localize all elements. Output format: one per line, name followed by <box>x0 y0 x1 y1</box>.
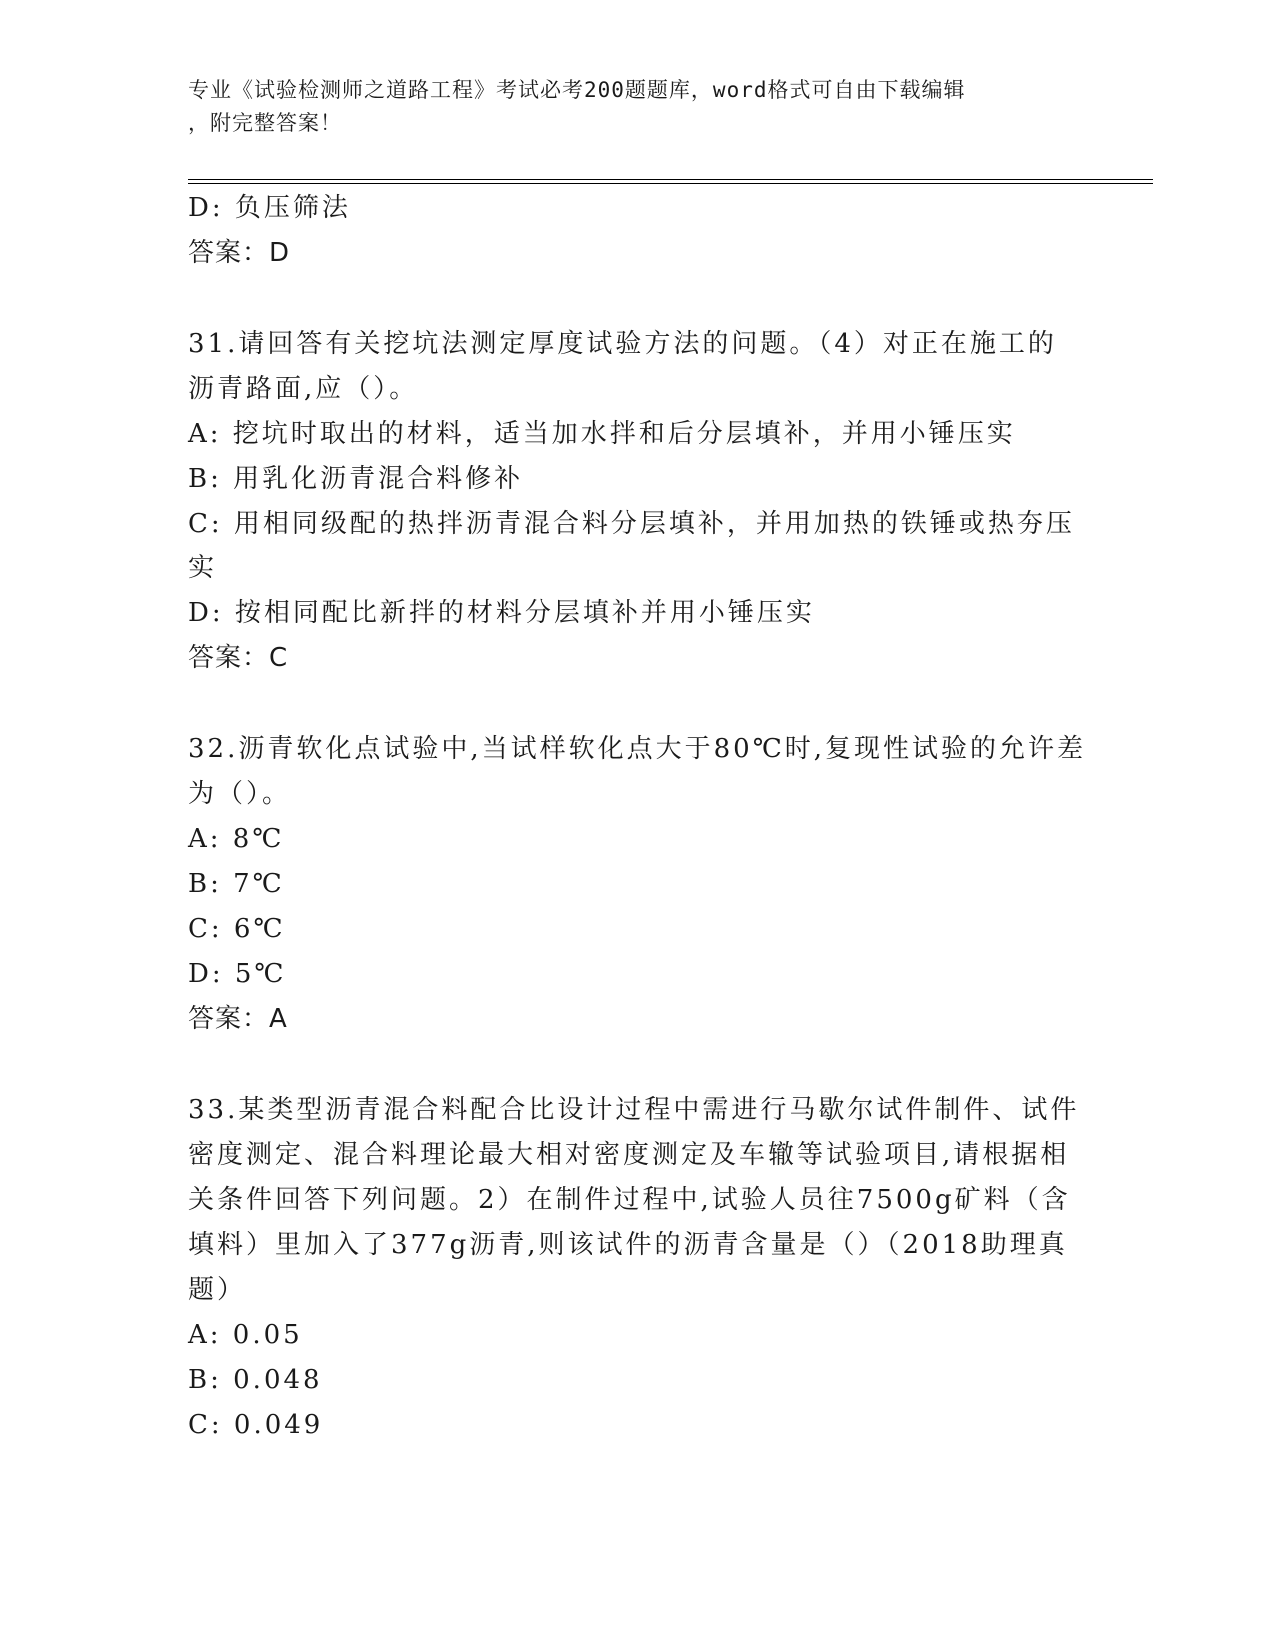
q33-stem-line4: 填料）里加入了377g沥青,则该试件的沥青含量是（）（2018助理真 <box>188 1230 1068 1260</box>
q32-option-d: D: 5℃ <box>188 959 287 989</box>
prev-answer: 答案：D <box>188 238 291 268</box>
prev-option-d: D: 负压筛法 <box>188 193 351 223</box>
q33-stem-line5: 题） <box>188 1275 247 1305</box>
q33-option-a: A: 0.05 <box>188 1320 303 1350</box>
q31-option-c-line2: 实 <box>188 553 218 583</box>
header-title-line1: 专业《试验检测师之道路工程》考试必考200题题库，word格式可自由下载编辑 <box>188 78 966 102</box>
q31-option-c-line1: C: 用相同级配的热拌沥青混合料分层填补，并用加热的铁锤或热夯压 <box>188 509 1075 539</box>
q31-option-b: B: 用乳化沥青混合料修补 <box>188 464 524 494</box>
header-divider-bottom <box>188 183 1153 184</box>
q33-stem-line1: 33.某类型沥青混合料配合比设计过程中需进行马歇尔试件制件、试件 <box>188 1095 1080 1125</box>
document-header <box>188 74 1068 140</box>
q32-stem-line2: 为（）。 <box>188 779 292 809</box>
header-divider-top <box>188 179 1153 180</box>
header-title-line2: ，附完整答案！ <box>188 111 342 135</box>
q33-stem-line2: 密度测定、混合料理论最大相对密度测定及车辙等试验项目,请根据相 <box>188 1140 1070 1170</box>
q31-option-a: A: 挖坑时取出的材料，适当加水拌和后分层填补，并用小锤压实 <box>188 419 1016 449</box>
q31-answer: 答案：C <box>188 643 289 673</box>
q33-option-c: C: 0.049 <box>188 1410 324 1440</box>
q32-stem-line1: 32.沥青软化点试验中,当试样软化点大于80℃时,复现性试验的允许差 <box>188 734 1087 764</box>
q31-stem-line2: 沥青路面,应（）。 <box>188 374 419 404</box>
q33-option-b: B: 0.048 <box>188 1365 323 1395</box>
q32-option-c: C: 6℃ <box>188 914 286 944</box>
q32-option-a: A: 8℃ <box>188 824 285 854</box>
q31-option-d: D: 按相同配比新拌的材料分层填补并用小锤压实 <box>188 598 815 628</box>
q32-option-b: B: 7℃ <box>188 869 285 899</box>
q32-answer: 答案：A <box>188 1004 288 1034</box>
q33-stem-line3: 关条件回答下列问题。2）在制件过程中,试验人员往7500g矿料（含 <box>188 1185 1071 1215</box>
q31-stem-line1: 31.请回答有关挖坑法测定厚度试验方法的问题。（4）对正在施工的 <box>188 329 1057 359</box>
